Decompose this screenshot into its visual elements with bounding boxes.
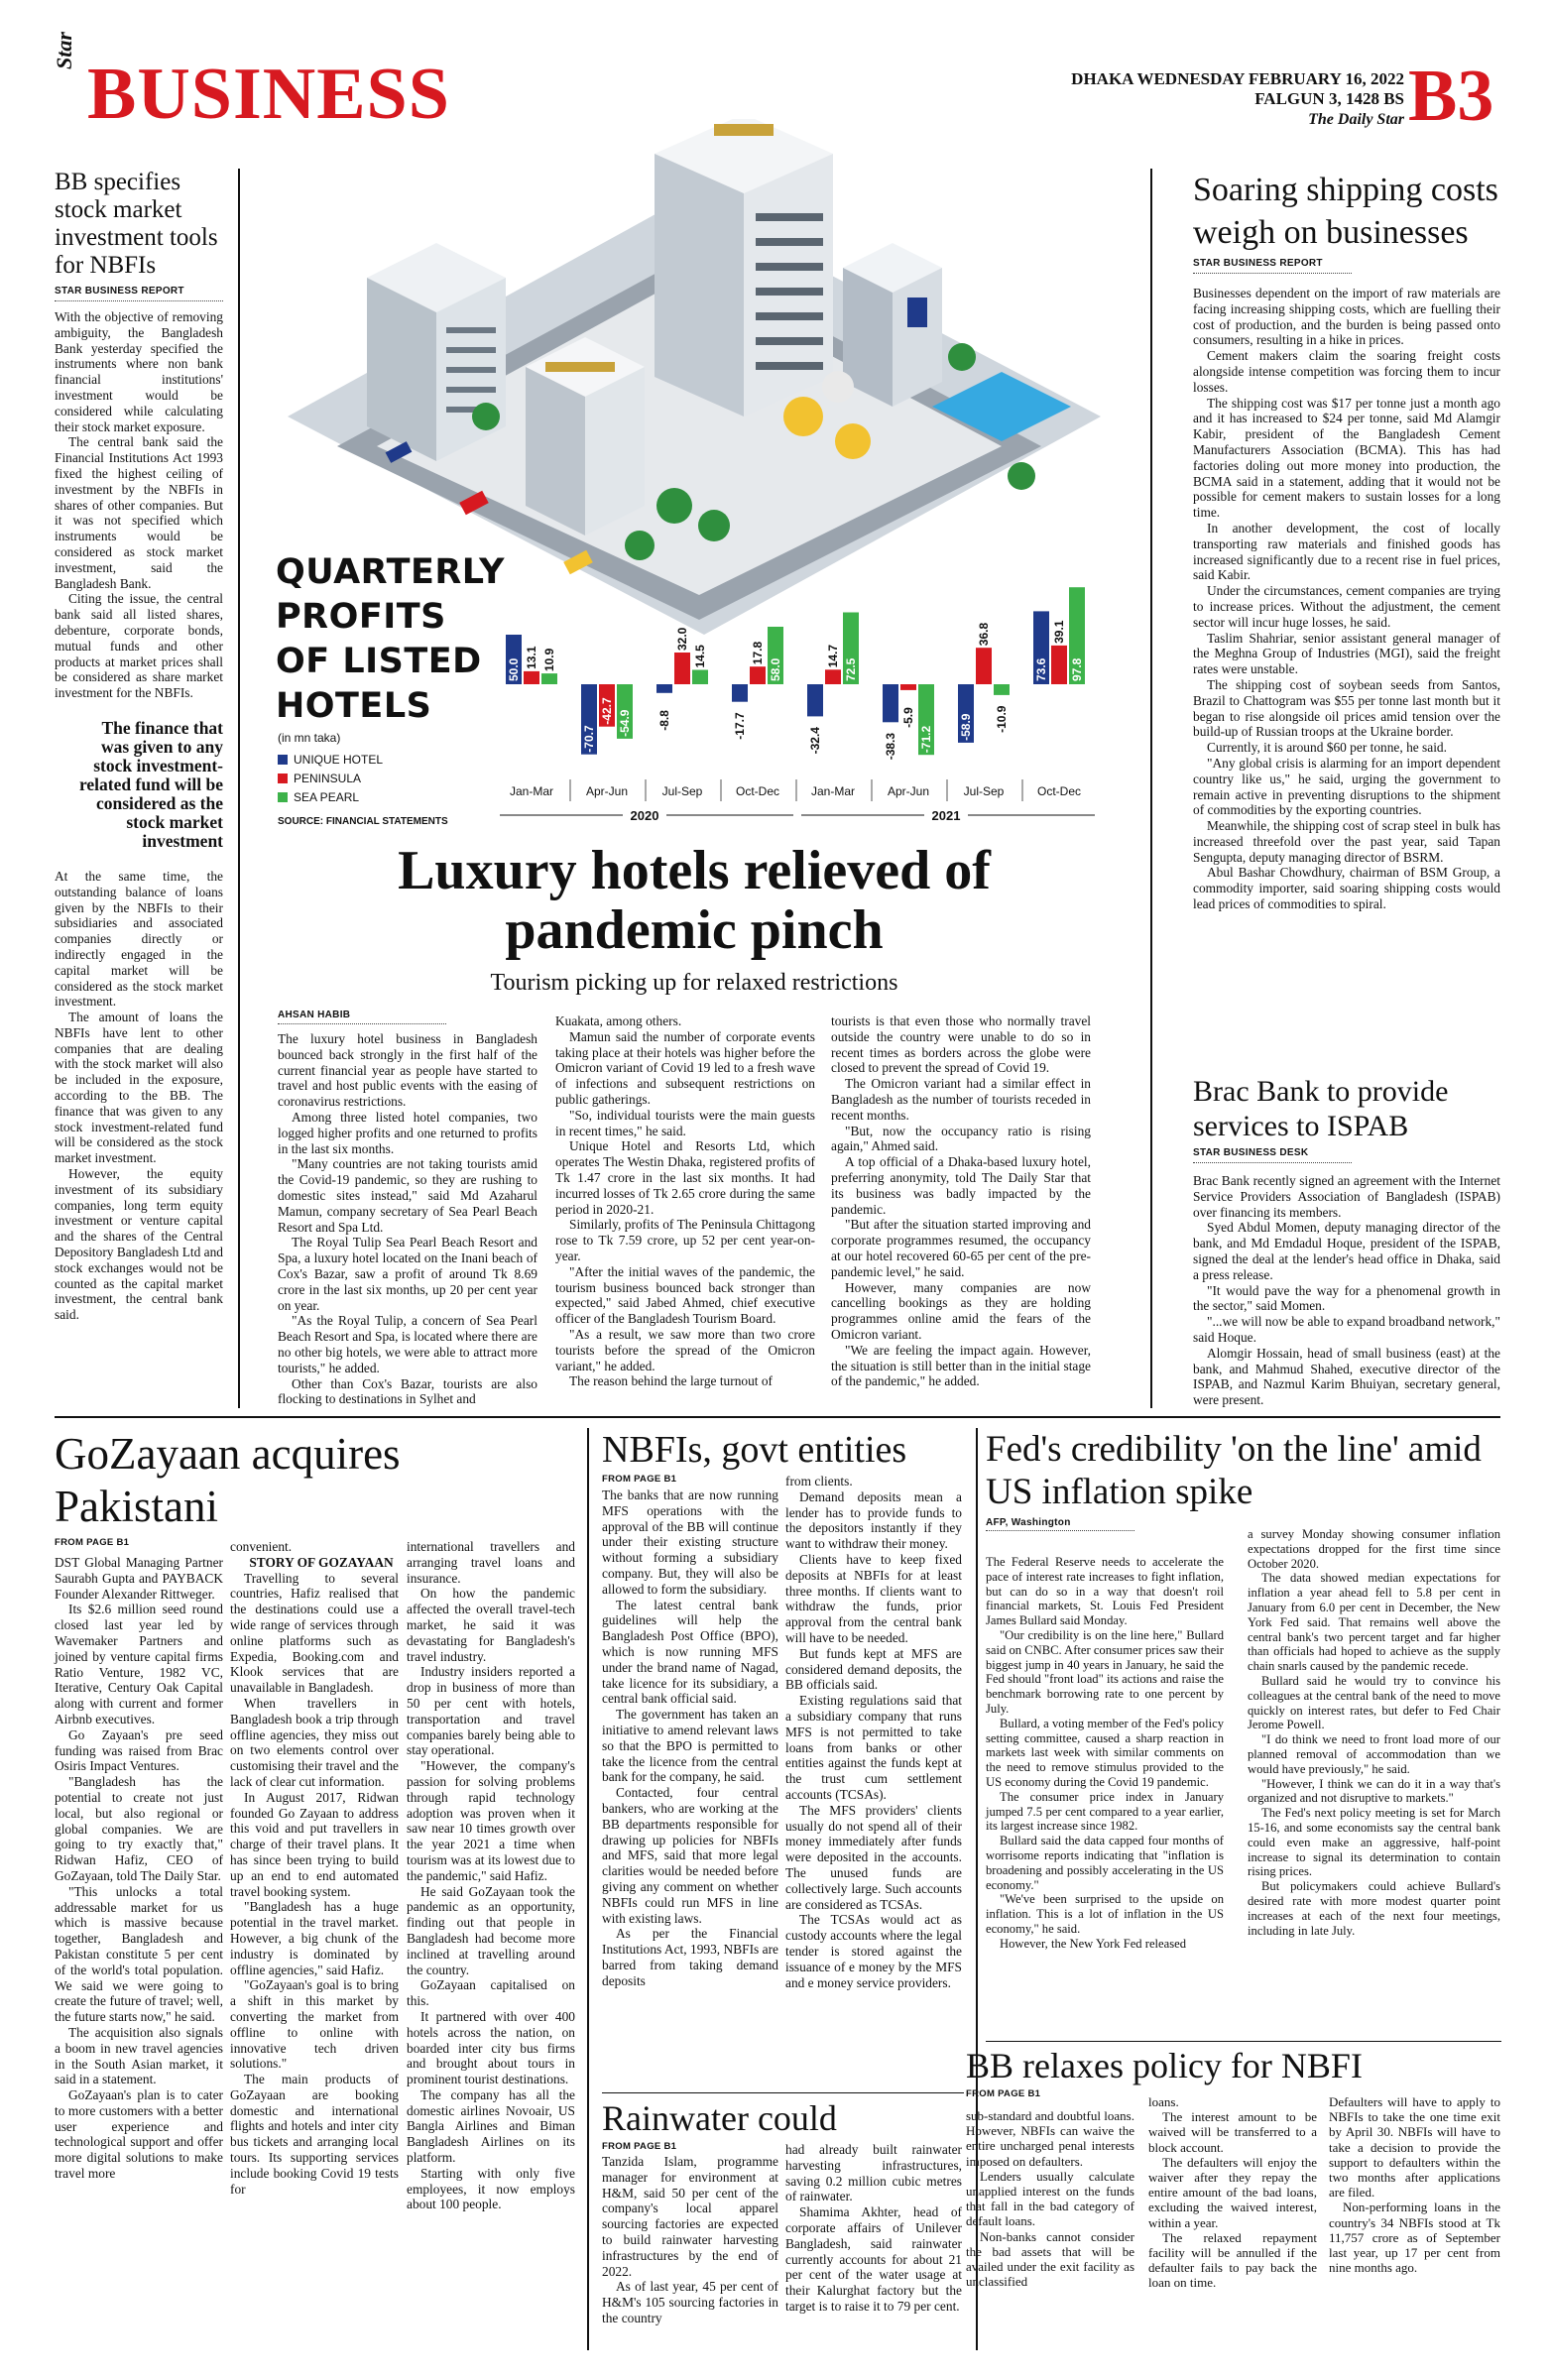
paragraph: Industry insiders reported a drop in business of more than 50 per cent with hotels, transportation and travel companies barely being able to stay operational. xyxy=(407,1664,575,1758)
paragraph: "Any global crisis is alarming for an import dependent country like us," he said, urging the government to remain active in preventing disruptions to the shipment of commodities by the exporting countries. xyxy=(1193,755,1500,818)
bb-relax-col-2 xyxy=(1148,2094,1317,2291)
data-label: 17.8 xyxy=(751,641,765,665)
paragraph: Cement makers claim the soaring freight costs alongside intense competition was forcing them to incur losses. xyxy=(1193,348,1500,395)
logo-text: Star xyxy=(52,32,76,69)
paragraph: The shipping cost of soybean seeds from Santos, Brazil to Chattogram was $55 per tonne last month but it began to rise alongside oil prices amid tension over the build-up of Russian troops at the Ukraine border. xyxy=(1193,676,1500,740)
paragraph: Among three listed hotel companies, two logged higher profits and one returned to profits in the last six months. xyxy=(278,1109,537,1156)
paragraph: In August 2017, Ridwan founded Go Zayaan to address this void and put travellers in charge of their travel plans. It has since been trying to build up an end to end automated travel booking system. xyxy=(230,1789,399,1899)
paragraph: As per the Financial Institutions Act, 1993, NBFIs are barred from taking demand deposits xyxy=(602,1926,778,1988)
paragraph: "As the Royal Tulip, a concern of Sea Pearl Beach Resort and Spa, is located where there are no other big hotels, we were able to attract more tourists," he added. xyxy=(278,1313,537,1375)
paragraph: The government has taken an initiative to amend relevant laws so that the BPO is permitted to take the licence from the central bank for the company, he said. xyxy=(602,1707,778,1785)
paragraph: Unique Hotel and Resorts Ltd, which operates The Westin Dhaka, registered profits of Tk 1.47 crore in the last six months. It had incurred losses of Tk 2.65 crore during the same period in 2020-21. xyxy=(555,1138,815,1217)
paragraph: The Fed's next policy meeting is set for March 15-16, and some economists say the central bank could even make an aggressive, half-point increase to signal its determination to contain rising prices. xyxy=(1248,1806,1500,1879)
paragraph: Brac Bank recently signed an agreement with the Internet Service Providers Association of Bangladesh (ISPAB) over financing its members. xyxy=(1193,1173,1500,1220)
story-headline: Fed's credibility 'on the line' amid US inflation spike xyxy=(986,1429,1482,1512)
fed-col-2 xyxy=(1248,1527,1500,1938)
paragraph: Its $2.6 million seed round closed last year led by Wavemaker Partners and joined by venture capital firms Ratio Venture, 1982 VC, Iterative, Century Oak Capital along with current and former Airbnb executives. xyxy=(55,1602,223,1726)
bb-relax-story xyxy=(966,2045,1501,2099)
paragraph: The latest central bank guidelines will help the Bangladesh Post Office (BPO), which is now running MFS under the brand name of Nagad, take licence for its subsidiary, a central bank official said. xyxy=(602,1597,778,1707)
lead-col-1 xyxy=(278,1031,537,1407)
legend-swatch xyxy=(278,755,288,765)
paragraph: The MFS providers' clients usually do not spend all of their money immediately after funds were deposited in the accounts. The unused funds are collectively large. Such accounts are considered as TCSAs. xyxy=(785,1802,962,1912)
data-label: -54.9 xyxy=(618,709,632,737)
paragraph: Shamima Akhter, head of corporate affairs of Unilever Bangladesh, said rainwater currently accounts for about 21 per cent of the water usage at their Kalurghat factory but the target is to raise it to 79 per cent. xyxy=(785,2204,962,2314)
story-divider xyxy=(602,2092,964,2093)
paragraph: The consumer price index in January jumped 7.5 per cent compared to a year earlier, its largest increase since 1982. xyxy=(986,1789,1224,1834)
data-label: 72.5 xyxy=(844,657,858,681)
paragraph: The luxury hotel business in Bangladesh bounced back strongly in the first half of the current financial year as people have started to travel and host public events with the easing of coronavirus restrictions. xyxy=(278,1031,537,1110)
paragraph: Businesses dependent on the import of raw materials are facing increasing shipping costs, which are fuelling their cost of production, and the burden is being passed onto consumers, resulting in a hike in prices. xyxy=(1193,286,1500,348)
paragraph: He said GoZayaan took the pandemic as an opportunity, finding out that people in Bangladesh had become more inclined at travelling around the country. xyxy=(407,1883,575,1977)
paragraph: a survey Monday showing consumer inflation expectations dropped for the first time since October 2020. xyxy=(1248,1527,1500,1571)
bar-sea-pearl xyxy=(692,670,708,685)
paragraph: The defaulters will enjoy the waiver after they repay the entire amount of the bad loans, excluding the waived interest, within a year. xyxy=(1148,2154,1317,2230)
story-headline: BB relaxes policy for NBFI xyxy=(966,2046,1363,2085)
paragraph: The Federal Reserve needs to accelerate the pace of interest rate increases to fight inflation, but can do so in a way that doesn't roil financial markets, St. Louis Fed President James Bullard said Monday. xyxy=(986,1555,1224,1628)
data-label: -38.3 xyxy=(884,732,897,761)
byline: FROM PAGE B1 xyxy=(966,2088,1041,2099)
story-headline: NBFIs, govt entities xyxy=(602,1429,907,1471)
category-label: Jan-Mar xyxy=(509,784,554,798)
bar-peninsula xyxy=(1051,646,1067,684)
paragraph: "So, individual tourists were the main guests in recent times," he said. xyxy=(555,1107,815,1138)
paragraph: Travelling to several countries, Hafiz realised that the destinations could use a wide range of services through online platforms such as Expedia, Booking.com and Klook services that are unavailable in Bangladesh. xyxy=(230,1570,399,1696)
paragraph: Bullard, a voting member of the Fed's policy setting committee, caused a sharp reaction in markets last week with similar comments on the need to remove stimulus provided to the US economy during the Covid 19 pandemic. xyxy=(986,1716,1224,1789)
bar-peninsula xyxy=(674,653,690,684)
paragraph: Mamun said the number of corporate events taking place at their hotels was higher before the Omicron variant of Covid 19 led to a fresh wave of infections and subsequent restrictions on public gatherings. xyxy=(555,1028,815,1107)
paragraph: The shipping cost was $17 per tonne just a month ago and it has increased to $24 per tonne, said Md Alamgir Kabir, president of the Bangladesh Cement Manufacturers Association (BCMA). This has had factories doling out more money into production, the BCMA said in a statement, adding that it would not be possible for cement makers to sustain losses for a long time. xyxy=(1193,395,1500,521)
page-number: B3 xyxy=(1408,56,1494,137)
data-label: 32.0 xyxy=(675,627,689,651)
category-label: Jan-Mar xyxy=(810,784,856,798)
paragraph: The main products of GoZayaan are booking domestic and international flights and hotels and inter city bus tickets and arranging local tours. Its supporting services include booking Covid 19 tests for xyxy=(230,2072,399,2197)
lead-headline: Luxury hotels relieved of pandemic pinch xyxy=(398,840,991,961)
story-body xyxy=(1193,286,1500,912)
paragraph: sub-standard and doubtful loans. However, NBFIs can waive the entire uncharged penal interests imposed on defaulters. xyxy=(966,2108,1134,2169)
legend-label: UNIQUE HOTEL xyxy=(294,753,384,767)
building-front xyxy=(526,337,645,536)
paragraph: With the objective of removing ambiguity, the Bangladesh Bank yesterday specified the instruments where non bank financial institutions' investment would be considered while calculating their stock market exposure. xyxy=(55,309,223,434)
paragraph: The interest amount to be waived will be transferred to a block account. xyxy=(1148,2109,1317,2155)
dateline: DHAKA WEDNESDAY FEBRUARY 16, 2022 xyxy=(1071,69,1404,88)
byline: STAR BUSINESS REPORT xyxy=(1193,258,1323,269)
data-label: 58.0 xyxy=(769,657,782,681)
rainwater-col-2 xyxy=(785,2142,962,2315)
byline: STAR BUSINESS REPORT xyxy=(55,286,184,297)
story-body-2 xyxy=(55,869,223,1323)
paragraph: When travellers in Bangladesh book a trip through offline agencies, they miss out on two elements control over customising their travel and the lack of clear cut information. xyxy=(230,1695,399,1789)
paragraph: Clients have to keep fixed deposits at NBFIs for at least three months. If clients want to withdraw the funds, prior approval from the central bank will have to be needed. xyxy=(785,1551,962,1645)
paragraph: "Bangladesh has the potential to create not just local, but also regional or global companies. We are going to try exactly that," Ridwan Hafiz, CEO of GoZayaan, told The Daily Star. xyxy=(55,1774,223,1883)
byline-rule xyxy=(278,1023,446,1024)
lead-col-2 xyxy=(555,1013,815,1389)
chart-legend xyxy=(278,751,383,807)
paragraph: Lenders usually calculate unapplied interest on the funds that fall in the bad category of default loans. xyxy=(966,2168,1134,2229)
paper-name: The Daily Star xyxy=(1308,111,1404,128)
data-label: 50.0 xyxy=(507,657,521,681)
paragraph: loans. xyxy=(1148,2094,1179,2109)
fed-col-1 xyxy=(986,1555,1224,1952)
paragraph: Similarly, profits of The Peninsula Chittagong rose to Tk 7.59 crore, up 52 per cent year-on-year. xyxy=(555,1217,815,1263)
paragraph: The central bank said the Financial Institutions Act 1993 fixed the highest ceiling of investment by the NBFIs in shares of other companies. But it was not specified which instruments would be considered as stock market investment, said the Bangladesh Bank. xyxy=(55,434,223,591)
paragraph: The Omicron variant had a similar effect in Bangladesh as the number of tourists receded in recent months. xyxy=(831,1076,1091,1123)
paragraph: The company has all the domestic airlines Novoair, US Bangla Airlines and Biman Bangladesh Airlines on its platform. xyxy=(407,2086,575,2166)
data-label: -70.7 xyxy=(582,725,596,753)
data-label: 13.1 xyxy=(525,646,538,669)
category-label: Apr-Jun xyxy=(585,784,629,798)
lead-subtitle: Tourism picking up for relaxed restrictions xyxy=(490,970,898,996)
paragraph: "Bangladesh has a huge potential in the travel market. However, a big chunk of the industry is dominated by offline agencies," said Hafiz. xyxy=(230,1899,399,1977)
bar-peninsula xyxy=(750,666,766,684)
paragraph: Meanwhile, the shipping cost of scrap steel in bulk has increased threefold over the past year, said Tapan Sengupta, deputy managing director of BSRM. xyxy=(1193,818,1500,865)
byline: STAR BUSINESS DESK xyxy=(1193,1147,1309,1158)
paragraph: But policymakers could achieve Bullard's desired rate with more modest quarter point increases at each of the next four meetings, including in late July. xyxy=(1248,1879,1500,1938)
legend-swatch xyxy=(278,792,288,802)
data-label: 14.5 xyxy=(693,645,707,668)
paragraph: The TCSAs would act as custody accounts where the legal tender is stored against the issuance of e money by the MFS and e money service providers. xyxy=(785,1912,962,1990)
story-headline: Rainwater could xyxy=(602,2098,837,2138)
paragraph: "...we will now be able to expand broadband network," said Hoque. xyxy=(1193,1314,1500,1345)
bar-chart xyxy=(496,555,1111,843)
bar-peninsula xyxy=(900,684,916,690)
paragraph: The Royal Tulip Sea Pearl Beach Resort and Spa, a luxury hotel located on the Inani beach of Cox's Bazar, saw a profit of around Tk 8.69 crore in the last six months, up 20 per cent year on year. xyxy=(278,1235,537,1313)
paragraph: Demand deposits mean a lender has to provide funds to the depositors instantly if they want to withdraw their money. xyxy=(785,1488,962,1552)
paragraph: Non-performing loans in the country's 34 NBFIs stood at Tk 11,757 crore as of September last year, up 17 per cent from nine months ago. xyxy=(1329,2200,1500,2276)
paragraph: Contacted, four central bankers, who are working at the BB departments responsible for drawing up policies for NBFIs and MFS, said that more legal clarities would be needed before giving any comment on whether NBFIs could run MFS in line with existing laws. xyxy=(602,1785,778,1926)
paragraph: "As a result, we saw more than two crore tourists before the spread of the Omicron variant," he added. xyxy=(555,1326,815,1373)
byline: FROM PAGE B1 xyxy=(602,1474,677,1485)
paragraph: tourists is that even those who normally travel outside the country were unable to do so in recent times as borders across the globe were closed to prevent the spread of Covid 19. xyxy=(831,1013,1091,1076)
data-label: -32.4 xyxy=(808,727,822,755)
paragraph: Abul Bashar Chowdhury, chairman of BSM Group, a commodity importer, said soaring shipping costs would lead prices of commodities to spiral. xyxy=(1193,865,1500,912)
paragraph: "However, I think we can do it in a way that's organized and not disruptive to markets." xyxy=(1248,1776,1500,1806)
paragraph: "After the initial waves of the pandemic, the tourism business bounced back stronger than expected," said Jabed Ahmed, chief executive officer of the Bangladesh Tourism Board. xyxy=(555,1263,815,1327)
paragraph: At the same time, the outstanding balance of loans given by the NBFIs to their subsidiaries and associated companies directly or indirectly engaged in the capital market will be considered as the stock market investment. xyxy=(55,868,223,1010)
paragraph: "But, now the occupancy ratio is rising again," Ahmed said. xyxy=(831,1123,1091,1154)
fed-story xyxy=(986,1428,1511,1531)
paragraph: Syed Abdul Momen, deputy managing director of the bank, and Md Emdadul Hoque, president of the ISPAB, signed the deal at the lender's head office in Dhaka, said a press release. xyxy=(1193,1220,1500,1282)
data-label: -42.7 xyxy=(600,697,614,725)
building-right xyxy=(843,243,942,407)
legend-label: PENINSULA xyxy=(294,772,362,785)
legend-item-sea-pearl xyxy=(278,788,383,807)
gozayaan-col-1 xyxy=(55,1555,223,2182)
left-story xyxy=(55,169,223,1323)
story-headline: Brac Bank to provide services to ISPAB xyxy=(1193,1075,1449,1142)
paragraph: had already built rainwater harvesting infrastructures, saving 0.2 million cubic metres of rainwater. xyxy=(785,2142,962,2204)
byline: AFP, Washington xyxy=(986,1517,1071,1528)
paragraph: The banks that are now running MFS operations with the approval of the BB will continue under their existing structure without forming a subsidiary company. But, they will also be allowed to form the subsidiary. xyxy=(602,1488,778,1597)
paragraph: The reason behind the large turnout of xyxy=(569,1373,774,1389)
paragraph: "I do think we need to front load more of our planned removal of accommodation than we would have previously," he said. xyxy=(1248,1732,1500,1776)
gozayaan-story xyxy=(55,1428,570,1548)
paragraph: However, many companies are now cancelling bookings as they are holding programmes online amid the fears of the Omicron variant. xyxy=(831,1279,1091,1342)
paragraph: However, the New York Fed released xyxy=(1000,1936,1187,1951)
gozayaan-col-3 xyxy=(407,1539,575,2212)
paragraph: Alomgir Hossain, head of small business (east) at the bank, and Mahmud Shahed, executive director of the ISPAB, and Nazmul Karim Bhuiyan, secretary general, were present. xyxy=(1193,1345,1500,1408)
data-label: 97.8 xyxy=(1070,657,1084,681)
paragraph: Kuakata, among others. xyxy=(555,1013,682,1028)
paragraph: Non-banks cannot consider the bad assets that will be availed under the exit facility as unclassified xyxy=(966,2228,1134,2290)
bar-unique-hotel xyxy=(732,684,748,702)
data-label: -58.9 xyxy=(959,713,973,741)
paragraph: Defaulters will have to apply to NBFIs to take the one time exit by April 30. NBFIs will have to take a decision to provide the support to defaulters within the two months after applications are filed. xyxy=(1329,2094,1500,2201)
year-label: 2021 xyxy=(931,808,961,823)
paragraph: The data showed median expectations for inflation a year ahead fell to 5.8 per cent in January from 6.0 per cent in December, the New York Fed said. That remains well above the central bank's two percent target and far higher than officials had hoped to achieve as the supply chain snarls caused by the pandemic recede. xyxy=(1248,1571,1500,1674)
bar-unique-hotel xyxy=(883,684,898,722)
byline: FROM PAGE B1 xyxy=(602,2141,677,2152)
paragraph: However, the equity investment of its subsidiary companies, long term equity investment or venture capital and the shares of the Central Depository Bangladesh Ltd and stock exchanges would not be counted as the capital market investment, the central bank said. xyxy=(55,1166,223,1323)
paragraph: international travellers and arranging travel loans and insurance. xyxy=(407,1539,575,1586)
legend-item-unique xyxy=(278,751,383,770)
paragraph: As of last year, 45 per cent of H&M's 105 sourcing factories in the country xyxy=(602,2279,778,2325)
category-label: Oct-Dec xyxy=(735,784,780,798)
data-label: 14.7 xyxy=(826,644,840,668)
legend-label: SEA PEARL xyxy=(294,790,360,804)
paragraph: The acquisition also signals a boom in new travel agencies in the South Asian market, it said in a statement. xyxy=(55,2024,223,2087)
subhead: STORY OF GOZAYAAN xyxy=(249,1554,394,1570)
paragraph: "This unlocks a total addressable market for us which is massive because together, Bangladesh and Pakistan constitute 5 per cent of the world's total population. We said we were going to create the future of travel; well, the future starts now," he said. xyxy=(55,1883,223,2025)
column-rule xyxy=(1150,169,1152,1408)
data-label: 36.8 xyxy=(977,622,991,647)
bar-peninsula xyxy=(524,671,539,684)
legend-item-peninsula xyxy=(278,770,383,788)
category-label: Apr-Jun xyxy=(887,784,930,798)
gozayaan-col-2 xyxy=(230,1539,399,2197)
paragraph: "It would pave the way for a phenomenal growth in the sector," said Momen. xyxy=(1193,1282,1500,1314)
paragraph: Starting with only five employees, it now employs about 100 people. xyxy=(407,2165,575,2212)
data-label: -5.9 xyxy=(901,707,915,728)
byline-rule xyxy=(1193,273,1352,274)
star-logo xyxy=(52,32,77,69)
paragraph: "We've been surprised to the upside on inflation. This is a lot of inflation in the US economy," he said. xyxy=(986,1892,1224,1936)
paragraph: convenient. xyxy=(230,1539,293,1554)
paragraph: GoZayaan's plan is to cater to more customers with a better user experience and technological support and offer more digital solutions to make travel more xyxy=(55,2087,223,2182)
category-label: Jul-Sep xyxy=(661,784,703,798)
paragraph: But funds kept at MFS are considered demand deposits, the BB officials said. xyxy=(785,1645,962,1693)
paragraph: Tanzida Islam, programme manager for environment at H&M, said 50 per cent of the company's local apparel sourcing factories are expected to build rainwater harvesting infrastructures by the end of 2022. xyxy=(602,2154,778,2279)
bar-sea-pearl xyxy=(994,684,1010,695)
bb-relax-col-3 xyxy=(1329,2094,1500,2275)
column-rule xyxy=(238,169,240,1408)
story-headline: BB specifies stock market investment tools for NBFIs xyxy=(55,169,218,279)
data-label: 73.6 xyxy=(1034,657,1048,681)
category-label: Oct-Dec xyxy=(1036,784,1082,798)
data-label: 39.1 xyxy=(1052,620,1066,644)
year-label: 2020 xyxy=(630,808,659,823)
bar-unique-hotel xyxy=(656,684,672,693)
bar-peninsula xyxy=(825,669,841,684)
data-label: -10.9 xyxy=(995,705,1009,733)
story-body-1 xyxy=(55,309,223,701)
paragraph: "We are feeling the impact again. However, the situation is still better than in the initial stage of the pandemic," he added. xyxy=(831,1342,1091,1389)
paragraph: Taslim Shahriar, senior assistant general manager of the Meghna Group of Industries (MGI), said the freight rates were unstable. xyxy=(1193,630,1500,677)
chart-source: SOURCE: FINANCIAL STATEMENTS xyxy=(278,816,448,827)
story-divider xyxy=(986,2041,1501,2042)
paragraph: Currently, it is around $60 per tonne, he said. xyxy=(1207,740,1447,756)
paragraph: It partnered with over 400 hotels across the nation, on boarded inter city bus firms and brought about tours in prominent tourist destinations. xyxy=(407,2008,575,2087)
paragraph: Existing regulations said that a subsidiary company that runs MFS is not permitted to take loans from banks or other entities against the funds kept at the trust cum settlement accounts (TCSAs). xyxy=(785,1693,962,1802)
paragraph: A top official of a Dhaka-based luxury hotel, preferring anonymity, told The Daily Star that its business was badly impacted by the pandemic. xyxy=(831,1154,1091,1217)
paragraph: "But after the situation started improving and corporate programmes resumed, the occupancy at our hotel recovered 60-65 per cent of the pre-pandemic level," he said. xyxy=(831,1217,1091,1279)
story-headline: GoZayaan acquires Pakistani xyxy=(55,1429,401,1531)
chart-title: QUARTERLY PROFITS OF LISTED HOTELS xyxy=(276,552,505,726)
paragraph: Other than Cox's Bazar, tourists are also flocking to destinations in Sylhet and xyxy=(278,1375,537,1407)
data-label: -71.2 xyxy=(919,725,933,754)
byline-rule xyxy=(986,1530,1134,1531)
paragraph: from clients. xyxy=(785,1474,853,1488)
story-headline: Soaring shipping costs weigh on businesses xyxy=(1193,172,1498,251)
data-label: 10.9 xyxy=(542,648,556,672)
paragraph: Go Zayaan's pre seed funding was raised from Brac Osiris Impact Ventures. xyxy=(55,1726,223,1774)
nbfi-col-1 xyxy=(602,1488,778,1989)
paragraph: Citing the issue, the central bank said all listed shares, debenture, corporate bonds, mutual funds and other products at market prices shall be considered as share market investment for the NBFIs. xyxy=(55,591,223,701)
paragraph: "Our credibility is on the line here," Bullard said on CNBC. After consumer prices saw their biggest jump in 40 years in January, he said the Fed should "front load" its actions and raise the benchmark borrowing rate to one percent by July. xyxy=(986,1627,1224,1716)
bar-sea-pearl xyxy=(541,673,557,684)
byline-rule xyxy=(1193,1162,1352,1163)
lead-col-3 xyxy=(831,1013,1091,1389)
lead-byline: AHSAN HABIB xyxy=(278,1010,351,1020)
paragraph: DST Global Managing Partner Saurabh Gupta and PAYBACK Founder Alexander Rittweger. xyxy=(55,1555,223,1602)
chart-unit: (in mn taka) xyxy=(278,731,341,745)
dateline-bs: FALGUN 3, 1428 BS xyxy=(1254,89,1404,108)
bar-peninsula xyxy=(976,648,992,684)
category-label: Jul-Sep xyxy=(963,784,1005,798)
section-divider xyxy=(55,1416,1500,1418)
paragraph: The amount of loans the NBFIs have lent to other companies that are dealing with the stock market will also be included in the exposure, according to the BB. The finance that was given to any stock investment-related fund will be considered as the stock market investment. xyxy=(55,1010,223,1166)
story-body xyxy=(1193,1173,1500,1408)
bb-relax-col-1 xyxy=(966,2108,1134,2289)
legend-swatch xyxy=(278,774,288,783)
paragraph: "GoZayaan's goal is to bring a shift in this market by converting the market from offline to online with innovative tech driven solutions." xyxy=(230,1977,399,2072)
rainwater-col-1 xyxy=(602,2154,778,2326)
building-center xyxy=(655,119,833,416)
bar-unique-hotel xyxy=(807,684,823,716)
paragraph: "However, the company's passion for solving problems through rapid technology adoption was proven when it saw near 10 times growth over the year 2021 a time when tourism was at its lowest due to the pandemic," said Hafiz. xyxy=(407,1758,575,1883)
data-label: -17.7 xyxy=(733,712,747,740)
paragraph: "Many countries are not taking tourists amid the Covid-19 pandemic, so they are rushing to domestic sites instead," said Md Azaharul Mamun, company secretary of Sea Pearl Beach Resort and Spa Ltd. xyxy=(278,1156,537,1235)
section-title: BUSINESS xyxy=(87,54,450,135)
column-rule xyxy=(587,1428,589,2350)
paragraph: Bullard said the data capped four months of worrisome reports indicating that "inflation is broadening and possibly accelerating in the US economy." xyxy=(986,1834,1224,1892)
right-story-brac xyxy=(1193,1074,1500,1408)
paragraph: GoZayaan capitalised on this. xyxy=(407,1977,575,2009)
byline: FROM PAGE B1 xyxy=(55,1537,130,1548)
right-story-shipping xyxy=(1193,169,1500,912)
paragraph: Under the circumstances, cement companies are trying to increase prices. Without the adjustment, the cement sector will incur huge losses, he said. xyxy=(1193,583,1500,630)
paragraph: On how the pandemic affected the overall travel-tech market, he said it was devastating for Bangladesh's travel industry. xyxy=(407,1586,575,1664)
paragraph: Bullard said he would try to convince his colleagues at the central bank of the need to move quickly on interest rates, but defer to Fed Chair Jerome Powell. xyxy=(1248,1673,1500,1732)
data-label: -8.8 xyxy=(657,710,671,731)
paragraph: The relaxed repayment facility will be annulled if the defaulter fails to pay back the loan on time. xyxy=(1148,2229,1317,2291)
paragraph: In another development, the cost of locally transporting raw materials and finished goods has increased significantly due to a recent rise in fuel prices, said Kabir. xyxy=(1193,520,1500,583)
nbfi-col-2 xyxy=(785,1474,962,1990)
pullquote: The finance that was given to any stock investment-related fund will be considered as the stock market investment xyxy=(78,717,223,851)
